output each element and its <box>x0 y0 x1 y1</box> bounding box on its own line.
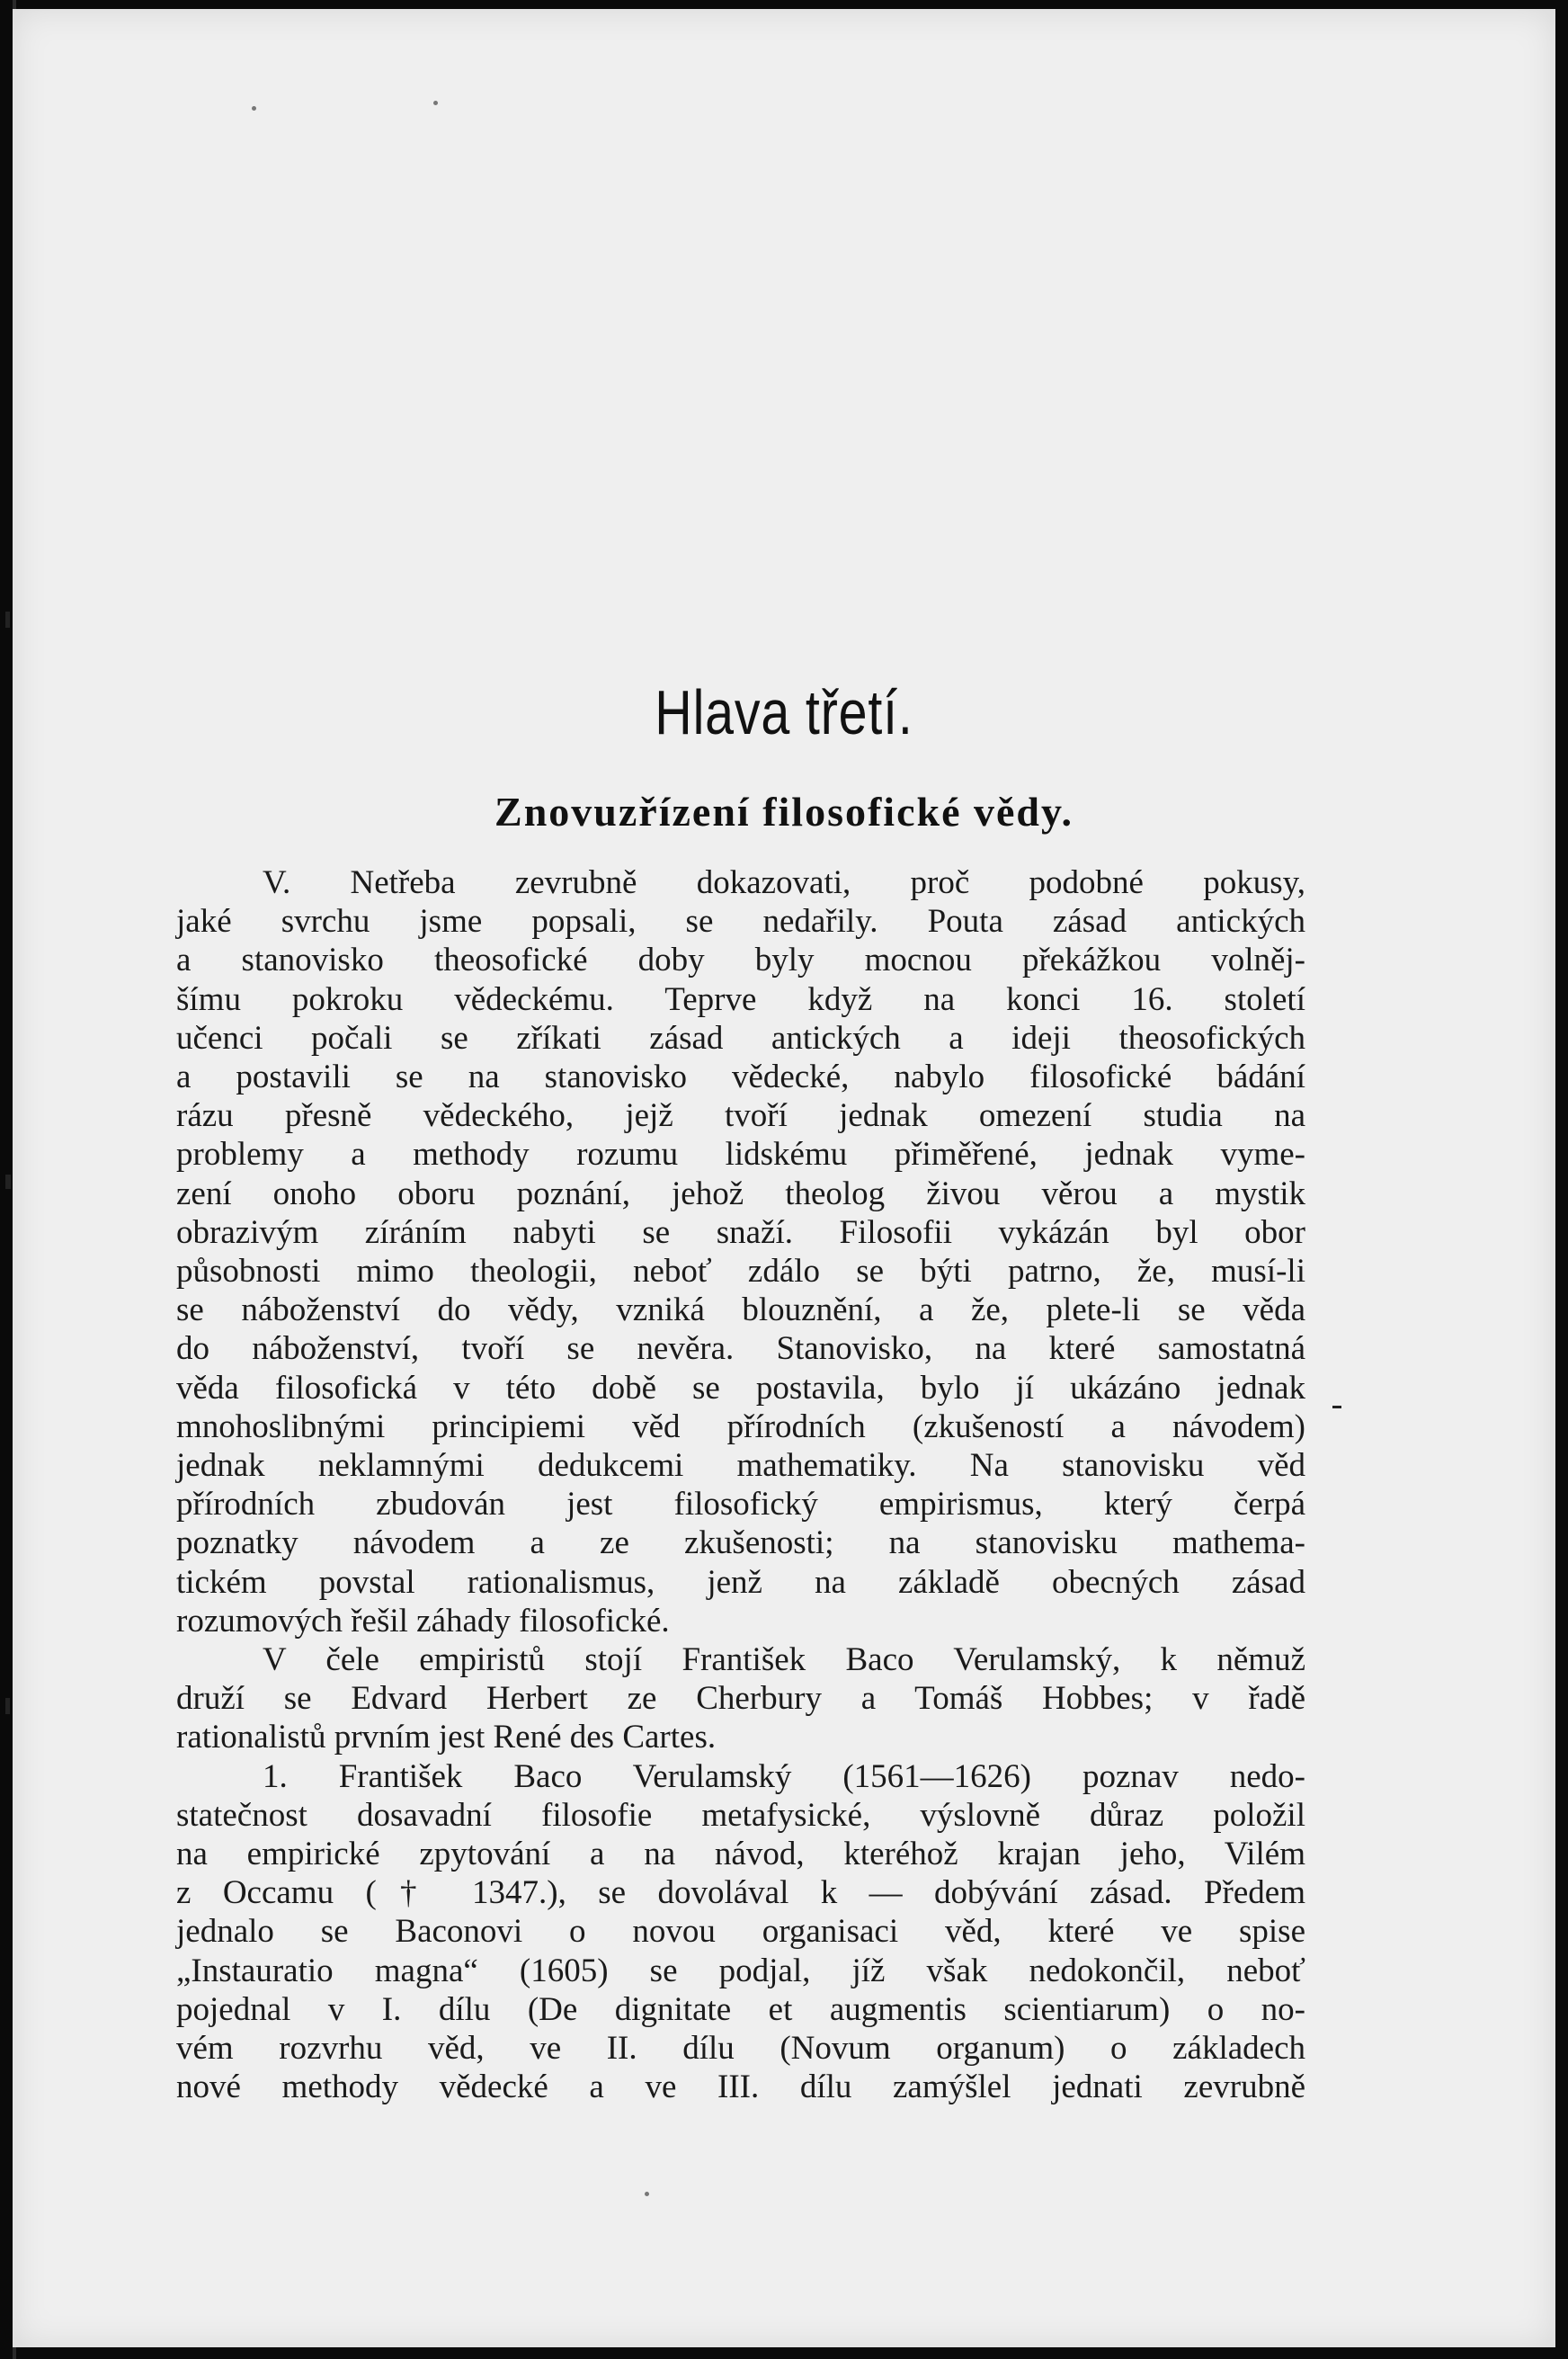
text-line: „Instauratio magna“ (1605) se podjal, jíž však nedokončil, neboť <box>176 1952 1305 1989</box>
text-line: do náboženství, tvoří se nevěra. Stanovisko, na které samostatná <box>176 1330 1305 1368</box>
text-line: druží se Edvard Herbert ze Cherbury a Tomáš Hobbes; v řadě <box>176 1680 1305 1718</box>
text-line: statečnost dosavadní filosofie metafysické, výslovně důraz položil <box>176 1796 1305 1834</box>
text-line: rázu přesně vědeckého, jejž tvoří jednak omezení studia na <box>176 1097 1305 1135</box>
body-text <box>176 863 1305 2107</box>
text-line: V. Netřeba zevrubně dokazovati, proč podobné pokusy, <box>263 864 1305 901</box>
margin-mark <box>5 1175 11 1189</box>
text-line: učenci počali se zříkati zásad antických a ideji theosofických <box>176 1019 1305 1057</box>
text-line: rationalistů prvním jest René des Cartes. <box>176 1719 717 1756</box>
margin-mark <box>5 612 10 628</box>
text-line: jaké svrchu jsme popsali, se nedařily. Pouta zásad antických <box>176 903 1305 941</box>
text-line: tickém povstal rationalismus, jenž na základě obecných zásad <box>176 1563 1305 1601</box>
text-line: zení onoho oboru poznání, jehož theolog živou věrou a mystik <box>176 1175 1305 1212</box>
text-line: 1. František Baco Verulamský (1561—1626) poznav nedo- <box>263 1757 1305 1795</box>
text-line: z Occamu († 1347.), se dovolával k — dobývání zásad. Předem <box>176 1874 1305 1912</box>
text-line: V čele empiristů stojí František Baco Verulamský, k němuž <box>263 1641 1305 1679</box>
text-line: vém rozvrhu věd, ve II. dílu (Novum organum) o základech <box>176 2030 1305 2068</box>
text-line: věda filosofická v této době se postavila, bylo jí ukázáno jednak <box>176 1369 1305 1407</box>
text-line: a stanovisko theosofické doby byly mocnou překážkou volněj- <box>176 942 1305 979</box>
text-line: šímu pokroku vědeckému. Teprve když na konci 16. století <box>176 980 1305 1018</box>
text-line: nové methody vědecké a ve III. dílu zamýšlel jednati zevrubně <box>176 2069 1305 2106</box>
text-line: mnohoslibnými principiemi věd přírodních (zkušeností a návodem) <box>176 1407 1305 1445</box>
text-line: jednalo se Baconovi o novou organisaci věd, které ve spise <box>176 1913 1305 1951</box>
margin-mark <box>5 1698 10 1714</box>
text-line: na empirické zpytování a na návod, kteréhož krajan jeho, Vilém <box>176 1836 1305 1873</box>
text-line: a postavili se na stanovisko vědecké, nabylo filosofické bádání <box>176 1059 1305 1096</box>
text-line: se náboženství do vědy, vzniká blouznění, a že, plete-li se věda <box>176 1291 1305 1329</box>
scan-speck <box>433 101 438 105</box>
margin-mark <box>1332 1406 1341 1408</box>
text-line: pojednal v I. dílu (De dignitate et augmentis scientiarum) o no- <box>176 1990 1305 2028</box>
chapter-title: Hlava třetí. <box>655 677 913 747</box>
text-line: problemy a methody rozumu lidskému přiměřené, jednak vyme- <box>176 1136 1305 1174</box>
text-line: přírodních zbudován jest filosofický empirismus, který čerpá <box>176 1486 1305 1524</box>
text-line: poznatky návodem a ze zkušenosti; na stanovisku mathema- <box>176 1524 1305 1562</box>
text-line: jednak neklamnými dedukcemi mathematiky. Na stanovisku věd <box>176 1447 1305 1485</box>
scan-speck <box>252 106 256 111</box>
text-line: obrazivým zíráním nabyti se snaží. Filosofii vykázán byl obor <box>176 1213 1305 1251</box>
text-line: působnosti mimo theologii, neboť zdálo se býti patrno, že, musí-li <box>176 1253 1305 1291</box>
scan-speck <box>645 2192 649 2196</box>
text-line: rozumových řešil záhady filosofické. <box>176 1602 670 1640</box>
section-title: Znovuzřízení filosofické vědy. <box>494 789 1074 835</box>
